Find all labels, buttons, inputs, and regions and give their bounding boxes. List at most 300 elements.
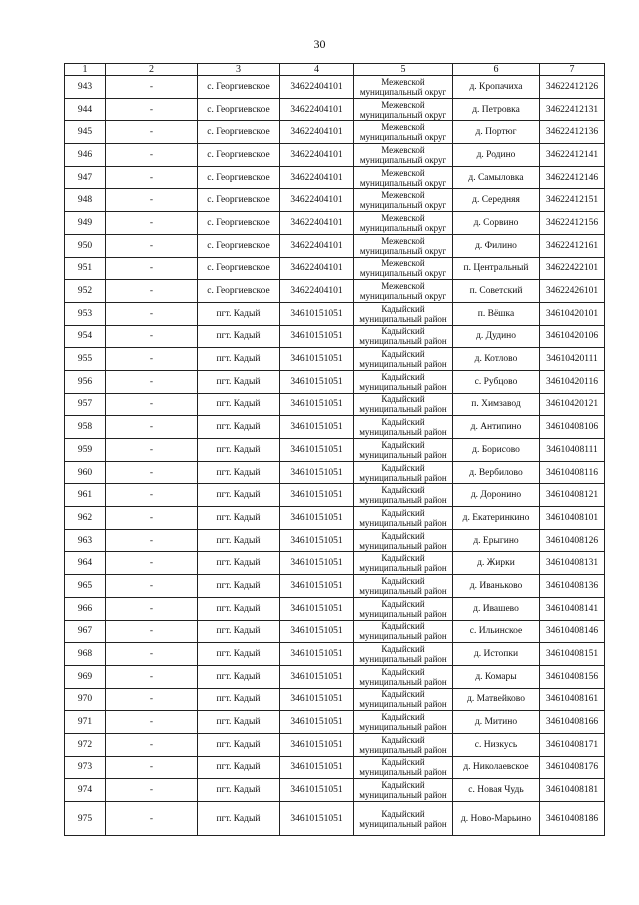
settlement-code-cell: 34610408121 xyxy=(540,484,605,507)
table-row xyxy=(65,166,605,189)
admin-center-cell: пгт. Кадый xyxy=(198,665,280,688)
municipality-type: муниципальный район xyxy=(359,517,447,528)
settlement-cell: д. Дудино xyxy=(453,325,540,348)
table-body xyxy=(65,76,605,836)
column-header: 5 xyxy=(354,64,453,76)
municipality-type: муниципальный округ xyxy=(359,109,447,120)
row-number-cell: 957 xyxy=(65,393,106,416)
municipality-type: муниципальный район xyxy=(359,427,447,438)
column-header: 1 xyxy=(65,64,106,76)
settlement-cell: д. Сорвино xyxy=(453,212,540,235)
admin-center-code-cell: 34622404101 xyxy=(280,166,354,189)
municipality-name: Кадыйский xyxy=(381,780,425,791)
dash-cell: - xyxy=(106,779,198,802)
municipality-cell xyxy=(354,393,453,416)
municipality-type: муниципальный район xyxy=(359,540,447,551)
municipality-cell xyxy=(354,257,453,280)
municipality-name: Кадыйский xyxy=(381,598,425,609)
settlement-code-cell: 34622412156 xyxy=(540,212,605,235)
municipality-cell xyxy=(354,597,453,620)
dash-cell: - xyxy=(106,756,198,779)
table-row xyxy=(65,756,605,779)
column-header: 2 xyxy=(106,64,198,76)
admin-center-code-cell: 34610151051 xyxy=(280,393,354,416)
settlement-code-cell: 34610408126 xyxy=(540,529,605,552)
settlement-cell: п. Советский xyxy=(453,280,540,303)
admin-center-cell: пгт. Кадый xyxy=(198,348,280,371)
municipality-cell xyxy=(354,325,453,348)
settlement-cell: д. Вербилово xyxy=(453,461,540,484)
municipality-type: муниципальный район xyxy=(359,790,447,801)
settlement-cell: д. Ерыгино xyxy=(453,529,540,552)
admin-center-cell: с. Георгиевское xyxy=(198,144,280,167)
municipality-cell xyxy=(354,121,453,144)
table-header-row xyxy=(65,64,605,76)
settlement-cell: с. Рубцово xyxy=(453,370,540,393)
municipality-name: Кадыйский xyxy=(381,666,425,677)
table-row xyxy=(65,257,605,280)
settlement-cell: д. Ивашево xyxy=(453,597,540,620)
admin-center-cell: пгт. Кадый xyxy=(198,620,280,643)
municipality-name: Кадыйский xyxy=(381,417,425,428)
admin-center-code-cell: 34622404101 xyxy=(280,144,354,167)
dash-cell: - xyxy=(106,484,198,507)
admin-center-code-cell: 34610151051 xyxy=(280,484,354,507)
row-number-cell: 968 xyxy=(65,643,106,666)
municipality-name: Межевской xyxy=(381,235,425,246)
settlement-code-cell: 34610408106 xyxy=(540,416,605,439)
municipality-cell xyxy=(354,733,453,756)
table-row xyxy=(65,370,605,393)
table-row xyxy=(65,393,605,416)
table-row xyxy=(65,212,605,235)
dash-cell: - xyxy=(106,575,198,598)
dash-cell: - xyxy=(106,507,198,530)
municipality-name: Кадыйский xyxy=(381,734,425,745)
dash-cell: - xyxy=(106,144,198,167)
row-number-cell: 952 xyxy=(65,280,106,303)
admin-center-code-cell: 34610151051 xyxy=(280,370,354,393)
municipality-type: муниципальный район xyxy=(359,563,447,574)
row-number-cell: 965 xyxy=(65,575,106,598)
municipality-cell xyxy=(354,370,453,393)
admin-center-cell: с. Георгиевское xyxy=(198,280,280,303)
row-number-cell: 954 xyxy=(65,325,106,348)
admin-center-code-cell: 34610151051 xyxy=(280,597,354,620)
column-header: 3 xyxy=(198,64,280,76)
admin-center-cell: пгт. Кадый xyxy=(198,575,280,598)
admin-center-code-cell: 34622404101 xyxy=(280,280,354,303)
admin-center-cell: пгт. Кадый xyxy=(198,325,280,348)
admin-center-cell: с. Георгиевское xyxy=(198,189,280,212)
admin-center-code-cell: 34622404101 xyxy=(280,76,354,99)
settlement-code-cell: 34622412136 xyxy=(540,121,605,144)
row-number-cell: 958 xyxy=(65,416,106,439)
settlement-code-cell: 34610420101 xyxy=(540,302,605,325)
admin-center-code-cell: 34610151051 xyxy=(280,779,354,802)
municipality-type: муниципальный округ xyxy=(359,291,447,302)
municipality-cell xyxy=(354,234,453,257)
municipality-type: муниципальный район xyxy=(359,336,447,347)
dash-cell: - xyxy=(106,98,198,121)
municipality-name: Межевской xyxy=(381,144,425,155)
municipality-type: муниципальный район xyxy=(359,818,447,829)
settlement-cell: д. Портюг xyxy=(453,121,540,144)
settlement-cell: д. Николаевское xyxy=(453,756,540,779)
settlement-cell: п. Центральный xyxy=(453,257,540,280)
row-number-cell: 948 xyxy=(65,189,106,212)
admin-center-cell: пгт. Кадый xyxy=(198,688,280,711)
admin-center-cell: пгт. Кадый xyxy=(198,711,280,734)
municipality-name: Кадыйский xyxy=(381,394,425,405)
admin-center-cell: пгт. Кадый xyxy=(198,416,280,439)
admin-center-code-cell: 34610151051 xyxy=(280,643,354,666)
row-number-cell: 947 xyxy=(65,166,106,189)
settlement-cell: д. Комары xyxy=(453,665,540,688)
settlement-code-cell: 34610408176 xyxy=(540,756,605,779)
row-number-cell: 960 xyxy=(65,461,106,484)
dash-cell: - xyxy=(106,121,198,144)
row-number-cell: 972 xyxy=(65,733,106,756)
dash-cell: - xyxy=(106,393,198,416)
row-number-cell: 969 xyxy=(65,665,106,688)
municipality-name: Кадыйский xyxy=(381,303,425,314)
municipality-cell xyxy=(354,507,453,530)
table-row xyxy=(65,733,605,756)
row-number-cell: 964 xyxy=(65,552,106,575)
table-row xyxy=(65,144,605,167)
table-row xyxy=(65,325,605,348)
municipality-type: муниципальный район xyxy=(359,359,447,370)
municipality-cell xyxy=(354,802,453,836)
dash-cell: - xyxy=(106,280,198,303)
row-number-cell: 959 xyxy=(65,439,106,462)
table-row xyxy=(65,439,605,462)
table-row xyxy=(65,597,605,620)
settlement-code-cell: 34610420116 xyxy=(540,370,605,393)
table-row xyxy=(65,643,605,666)
settlement-cell: д. Антипино xyxy=(453,416,540,439)
admin-center-cell: с. Георгиевское xyxy=(198,234,280,257)
admin-center-code-cell: 34610151051 xyxy=(280,439,354,462)
table-row xyxy=(65,484,605,507)
admin-center-cell: пгт. Кадый xyxy=(198,529,280,552)
row-number-cell: 950 xyxy=(65,234,106,257)
table-row xyxy=(65,348,605,371)
admin-center-cell: пгт. Кадый xyxy=(198,507,280,530)
municipality-type: муниципальный округ xyxy=(359,177,447,188)
settlement-cell: д. Филино xyxy=(453,234,540,257)
settlement-cell: д. Середняя xyxy=(453,189,540,212)
admin-center-cell: пгт. Кадый xyxy=(198,779,280,802)
row-number-cell: 945 xyxy=(65,121,106,144)
admin-center-code-cell: 34610151051 xyxy=(280,461,354,484)
admin-center-code-cell: 34610151051 xyxy=(280,802,354,836)
admin-center-cell: пгт. Кадый xyxy=(198,597,280,620)
settlement-cell: д. Кропачиха xyxy=(453,76,540,99)
settlement-code-cell: 34610408181 xyxy=(540,779,605,802)
dash-cell: - xyxy=(106,325,198,348)
settlement-code-cell: 34610408186 xyxy=(540,802,605,836)
municipality-cell xyxy=(354,665,453,688)
settlement-code-cell: 34610408131 xyxy=(540,552,605,575)
municipality-cell xyxy=(354,756,453,779)
municipality-type: муниципальный район xyxy=(359,495,447,506)
municipality-type: муниципальный округ xyxy=(359,245,447,256)
settlement-cell: д. Митино xyxy=(453,711,540,734)
table-row xyxy=(65,234,605,257)
municipality-type: муниципальный район xyxy=(359,699,447,710)
dash-cell: - xyxy=(106,212,198,235)
municipality-cell xyxy=(354,166,453,189)
admin-center-code-cell: 34610151051 xyxy=(280,302,354,325)
dash-cell: - xyxy=(106,302,198,325)
municipality-type: муниципальный район xyxy=(359,381,447,392)
admin-center-cell: пгт. Кадый xyxy=(198,643,280,666)
settlement-cell: д. Ново-Марьино xyxy=(453,802,540,836)
settlement-code-cell: 34622426101 xyxy=(540,280,605,303)
municipality-type: муниципальный район xyxy=(359,313,447,324)
row-number-cell: 946 xyxy=(65,144,106,167)
row-number-cell: 951 xyxy=(65,257,106,280)
row-number-cell: 956 xyxy=(65,370,106,393)
municipality-cell xyxy=(354,416,453,439)
dash-cell: - xyxy=(106,189,198,212)
settlement-cell: п. Химзавод xyxy=(453,393,540,416)
settlement-cell: д. Котлово xyxy=(453,348,540,371)
dash-cell: - xyxy=(106,552,198,575)
table-row xyxy=(65,302,605,325)
table-row xyxy=(65,461,605,484)
admin-center-cell: с. Георгиевское xyxy=(198,212,280,235)
admin-center-cell: с. Георгиевское xyxy=(198,98,280,121)
admin-center-code-cell: 34610151051 xyxy=(280,325,354,348)
row-number-cell: 962 xyxy=(65,507,106,530)
admin-center-code-cell: 34622404101 xyxy=(280,234,354,257)
admin-center-code-cell: 34610151051 xyxy=(280,711,354,734)
settlement-code-cell: 34622412126 xyxy=(540,76,605,99)
municipality-cell xyxy=(354,439,453,462)
dash-cell: - xyxy=(106,348,198,371)
admin-center-cell: с. Георгиевское xyxy=(198,121,280,144)
municipality-cell xyxy=(354,144,453,167)
municipality-cell xyxy=(354,620,453,643)
row-number-cell: 967 xyxy=(65,620,106,643)
municipality-name: Кадыйский xyxy=(381,621,425,632)
row-number-cell: 949 xyxy=(65,212,106,235)
admin-center-code-cell: 34610151051 xyxy=(280,348,354,371)
settlement-cell: д. Екатеринкино xyxy=(453,507,540,530)
column-header: 7 xyxy=(540,64,605,76)
municipality-name: Межевской xyxy=(381,212,425,223)
municipality-name: Межевской xyxy=(381,190,425,201)
column-header: 6 xyxy=(453,64,540,76)
row-number-cell: 971 xyxy=(65,711,106,734)
municipality-name: Кадыйский xyxy=(381,712,425,723)
municipality-name: Кадыйский xyxy=(381,757,425,768)
admin-center-code-cell: 34622404101 xyxy=(280,121,354,144)
table-row xyxy=(65,779,605,802)
admin-center-code-cell: 34610151051 xyxy=(280,552,354,575)
table-row xyxy=(65,802,605,836)
municipality-cell xyxy=(354,529,453,552)
table-row xyxy=(65,416,605,439)
municipality-name: Межевской xyxy=(381,122,425,133)
dash-cell: - xyxy=(106,76,198,99)
admin-center-code-cell: 34622404101 xyxy=(280,189,354,212)
column-header: 4 xyxy=(280,64,354,76)
municipality-cell xyxy=(354,189,453,212)
dash-cell: - xyxy=(106,597,198,620)
settlement-code-cell: 34622412146 xyxy=(540,166,605,189)
municipality-type: муниципальный район xyxy=(359,608,447,619)
settlement-cell: д. Петровка xyxy=(453,98,540,121)
dash-cell: - xyxy=(106,461,198,484)
table-row xyxy=(65,76,605,99)
settlement-code-cell: 34610420121 xyxy=(540,393,605,416)
municipality-cell xyxy=(354,575,453,598)
settlement-code-cell: 34610408146 xyxy=(540,620,605,643)
dash-cell: - xyxy=(106,802,198,836)
table-row xyxy=(65,280,605,303)
settlement-cell: с. Низкусь xyxy=(453,733,540,756)
settlement-code-cell: 34610408116 xyxy=(540,461,605,484)
admin-center-cell: с. Георгиевское xyxy=(198,257,280,280)
admin-center-cell: пгт. Кадый xyxy=(198,393,280,416)
admin-center-cell: с. Георгиевское xyxy=(198,166,280,189)
municipality-type: муниципальный район xyxy=(359,722,447,733)
admin-center-code-cell: 34622404101 xyxy=(280,257,354,280)
admin-center-code-cell: 34610151051 xyxy=(280,575,354,598)
municipality-name: Кадыйский xyxy=(381,349,425,360)
municipality-name: Кадыйский xyxy=(381,439,425,450)
row-number-cell: 970 xyxy=(65,688,106,711)
admin-center-cell: пгт. Кадый xyxy=(198,370,280,393)
municipality-name: Кадыйский xyxy=(381,485,425,496)
table-row xyxy=(65,121,605,144)
municipality-cell xyxy=(354,484,453,507)
admin-center-cell: пгт. Кадый xyxy=(198,552,280,575)
row-number-cell: 961 xyxy=(65,484,106,507)
municipality-cell xyxy=(354,212,453,235)
settlement-cell: с. Новая Чудь xyxy=(453,779,540,802)
settlement-code-cell: 34622412161 xyxy=(540,234,605,257)
municipality-name: Кадыйский xyxy=(381,462,425,473)
municipality-name: Кадыйский xyxy=(381,530,425,541)
row-number-cell: 973 xyxy=(65,756,106,779)
settlement-code-cell: 34610408161 xyxy=(540,688,605,711)
admin-center-code-cell: 34610151051 xyxy=(280,733,354,756)
admin-center-code-cell: 34622404101 xyxy=(280,98,354,121)
table-row xyxy=(65,711,605,734)
dash-cell: - xyxy=(106,439,198,462)
municipality-type: муниципальный район xyxy=(359,676,447,687)
admin-center-code-cell: 34610151051 xyxy=(280,529,354,552)
settlement-cell: д. Жирки xyxy=(453,552,540,575)
settlement-code-cell: 34610408166 xyxy=(540,711,605,734)
municipality-type: муниципальный округ xyxy=(359,222,447,233)
municipality-cell xyxy=(354,302,453,325)
municipality-type: муниципальный округ xyxy=(359,86,447,97)
settlement-code-cell: 34610408141 xyxy=(540,597,605,620)
settlement-code-cell: 34610408171 xyxy=(540,733,605,756)
table-row xyxy=(65,575,605,598)
admin-center-cell: пгт. Кадый xyxy=(198,484,280,507)
municipality-cell xyxy=(354,98,453,121)
municipality-name: Кадыйский xyxy=(381,689,425,700)
settlement-cell: д. Иваньково xyxy=(453,575,540,598)
admin-center-cell: пгт. Кадый xyxy=(198,461,280,484)
settlement-code-cell: 34610408136 xyxy=(540,575,605,598)
municipality-name: Кадыйский xyxy=(381,644,425,655)
dash-cell: - xyxy=(106,257,198,280)
settlement-cell: п. Вёшка xyxy=(453,302,540,325)
row-number-cell: 943 xyxy=(65,76,106,99)
row-number-cell: 974 xyxy=(65,779,106,802)
dash-cell: - xyxy=(106,416,198,439)
municipality-name: Кадыйский xyxy=(381,371,425,382)
municipality-cell xyxy=(354,688,453,711)
municipality-cell xyxy=(354,779,453,802)
municipality-cell xyxy=(354,711,453,734)
municipality-name: Межевской xyxy=(381,258,425,269)
municipality-name: Кадыйский xyxy=(381,808,425,819)
municipality-type: муниципальный район xyxy=(359,654,447,665)
municipality-type: муниципальный район xyxy=(359,585,447,596)
municipality-cell xyxy=(354,280,453,303)
municipality-name: Межевской xyxy=(381,281,425,292)
row-number-cell: 944 xyxy=(65,98,106,121)
municipality-cell xyxy=(354,552,453,575)
dash-cell: - xyxy=(106,234,198,257)
settlement-cell: д. Самыловка xyxy=(453,166,540,189)
settlement-code-cell: 34622412151 xyxy=(540,189,605,212)
admin-center-code-cell: 34610151051 xyxy=(280,416,354,439)
municipality-type: муниципальный район xyxy=(359,404,447,415)
table-row xyxy=(65,507,605,530)
municipality-name: Кадыйский xyxy=(381,553,425,564)
dash-cell: - xyxy=(106,370,198,393)
municipality-type: муниципальный округ xyxy=(359,154,447,165)
municipality-name: Межевской xyxy=(381,76,425,87)
settlement-code-cell: 34622412131 xyxy=(540,98,605,121)
table-row xyxy=(65,189,605,212)
dash-cell: - xyxy=(106,643,198,666)
table-row xyxy=(65,529,605,552)
dash-cell: - xyxy=(106,665,198,688)
admin-center-code-cell: 34610151051 xyxy=(280,507,354,530)
municipality-name: Межевской xyxy=(381,99,425,110)
municipality-type: муниципальный округ xyxy=(359,132,447,143)
municipality-name: Кадыйский xyxy=(381,575,425,586)
municipality-type: муниципальный район xyxy=(359,767,447,778)
admin-center-code-cell: 34610151051 xyxy=(280,756,354,779)
dash-cell: - xyxy=(106,620,198,643)
dash-cell: - xyxy=(106,688,198,711)
table-row xyxy=(65,620,605,643)
municipality-type: муниципальный район xyxy=(359,449,447,460)
settlement-cell: д. Истопки xyxy=(453,643,540,666)
admin-center-cell: пгт. Кадый xyxy=(198,802,280,836)
admin-center-code-cell: 34610151051 xyxy=(280,665,354,688)
table-row xyxy=(65,552,605,575)
settlement-code-cell: 34610408151 xyxy=(540,643,605,666)
municipality-name: Кадыйский xyxy=(381,326,425,337)
municipality-name: Межевской xyxy=(381,167,425,178)
page-number: 30 xyxy=(313,37,326,51)
settlement-code-cell: 34610408111 xyxy=(540,439,605,462)
settlement-cell: с. Ильинское xyxy=(453,620,540,643)
